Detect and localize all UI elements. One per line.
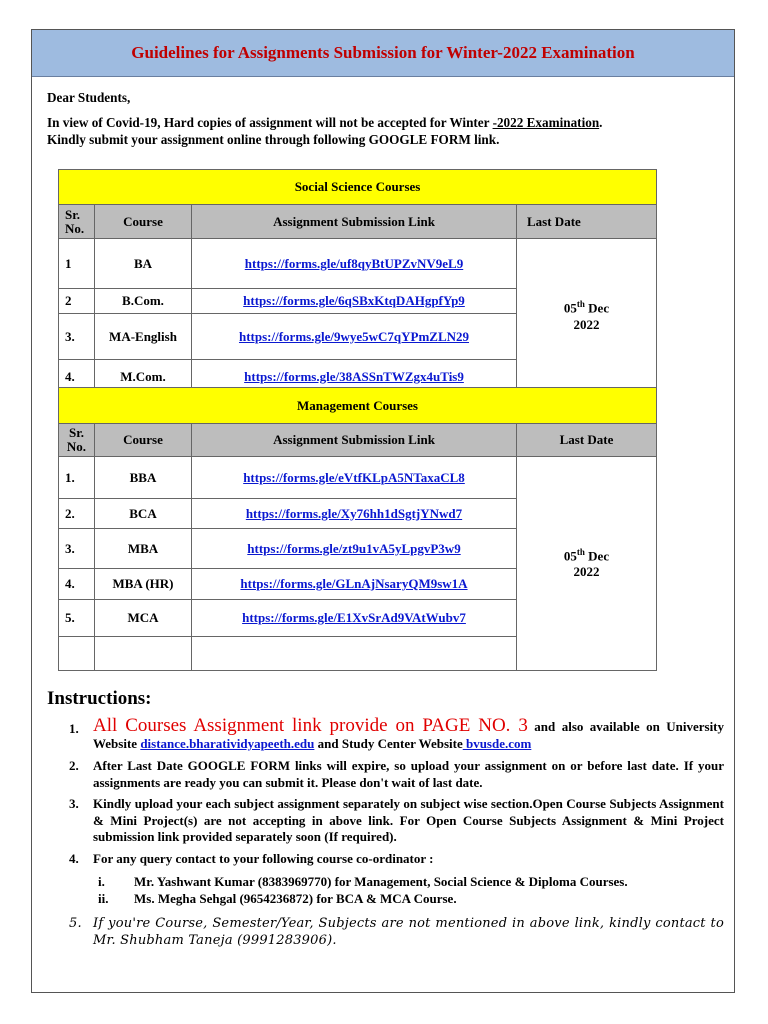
table-row: 3. MBA https://forms.gle/zt9u1vA5yLpgvP3w9 bbox=[59, 529, 657, 569]
page-title: Guidelines for Assignments Submission for Winter-2022 Examination bbox=[131, 43, 635, 62]
table-row: 4. M.Com. https://forms.gle/38ASSnTWZgx4uTis9 bbox=[59, 360, 657, 394]
intro-line-2: Kindly submit your assignment online through following GOOGLE FORM link. bbox=[47, 132, 500, 147]
col-link: Assignment Submission Link bbox=[192, 205, 517, 239]
form-link[interactable]: https://forms.gle/GLnAjNsaryQM9sw1A bbox=[240, 576, 468, 591]
form-link[interactable]: https://forms.gle/uf8qyBtUPZvNV9eL9 bbox=[244, 255, 464, 271]
col-course: Course bbox=[95, 205, 192, 239]
management-table bbox=[58, 387, 657, 671]
col-sr-no: Sr. No. bbox=[59, 205, 95, 239]
form-link[interactable]: https://forms.gle/Xy76hh1dSgtjYNwd7 bbox=[245, 505, 463, 521]
col-link: Assignment Submission Link bbox=[192, 424, 517, 457]
form-link[interactable]: https://forms.gle/9wye5wC7qYPmZLN29 bbox=[238, 328, 469, 344]
last-date-cell: 05th Dec 2022 bbox=[517, 457, 657, 671]
social-science-table bbox=[58, 169, 657, 394]
intro-line-1: In view of Covid-19, Hard copies of assignment will not be accepted for Winter -2022 Examination. bbox=[47, 114, 603, 130]
form-link[interactable]: https://forms.gle/6qSBxKtqDAHgpfYp9 bbox=[243, 293, 465, 308]
coordinator-item: ii. Ms. Megha Sehgal (9654236872) for BCA & MCA Course. bbox=[98, 890, 457, 906]
instruction-item-5: 5. If you're Course, Semester/Year, Subjects are not mentioned in above link, kindly contact to Mr. Shubham Taneja (9991283906). bbox=[69, 916, 724, 948]
intro-section bbox=[47, 89, 727, 149]
table-row: 2 B.Com. https://forms.gle/6qSBxKtqDAHgpfYp9 bbox=[59, 289, 657, 314]
form-link[interactable]: https://forms.gle/38ASSnTWZgx4uTis9 bbox=[244, 368, 464, 384]
table-row: 2. BCA https://forms.gle/Xy76hh1dSgtjYNwd7 bbox=[59, 499, 657, 529]
col-last-date: Last Date bbox=[517, 424, 657, 457]
form-link[interactable]: https://forms.gle/eVtfKLpA5NTaxaCL8 bbox=[243, 469, 465, 485]
form-link[interactable]: https://forms.gle/E1XvSrAd9VAtWubv7 bbox=[242, 610, 466, 625]
social-science-heading: Social Science Courses bbox=[59, 170, 657, 205]
table-row: 5. MCA https://forms.gle/E1XvSrAd9VAtWubv7 bbox=[59, 600, 657, 637]
table-row: 3. MA-English https://forms.gle/9wye5wC7qYPmZLN29 bbox=[59, 314, 657, 360]
instruction-item-3: 3. Kindly upload your each subject assignment separately on subject wise section.Open Course Subjects Assignment & Mini Project(s) are not accepting in above link. For Open Course Subjects Assignment & Mini Project submission link provided separately soon (If required). bbox=[69, 796, 724, 844]
table-row: 4. MBA (HR) https://forms.gle/GLnAjNsaryQM9sw1A bbox=[59, 569, 657, 600]
management-heading: Management Courses bbox=[59, 388, 657, 424]
table-row: 1. BBA https://forms.gle/eVtfKLpA5NTaxaCL8 05th Dec 2022 bbox=[59, 457, 657, 499]
instruction-item-1: 1. All Courses Assignment link provide on PAGE NO. 3 and also available on University Website distance.bharatividyapeeth.edu and Study Center Website bvusde.com bbox=[69, 715, 725, 751]
col-sr-no: Sr. No. bbox=[59, 424, 95, 457]
form-link[interactable]: https://forms.gle/zt9u1vA5yLpgvP3w9 bbox=[247, 540, 461, 556]
col-course: Course bbox=[95, 424, 192, 457]
coordinator-list bbox=[35, 874, 724, 907]
col-last-date: Last Date bbox=[517, 205, 657, 239]
instruction-item-4: 4. For any query contact to your following course co-ordinator : bbox=[69, 850, 434, 866]
instructions-list bbox=[64, 715, 725, 954]
table-row: 1 BA https://forms.gle/uf8qyBtUPZvNV9eL9 05th Dec 2022 bbox=[59, 239, 657, 289]
last-date-cell: 05th Dec 2022 bbox=[517, 239, 657, 394]
university-website-link[interactable]: distance.bharatividyapeeth.edu bbox=[140, 735, 315, 751]
greeting: Dear Students, bbox=[47, 90, 131, 105]
instruction-item-2: 2. After Last Date GOOGLE FORM links will expire, so upload your assignment on or before last date. If your assignments are ready you can submit it. Please don't wait of last date. bbox=[69, 758, 724, 790]
title-banner bbox=[32, 30, 734, 77]
coordinator-item: i. Mr. Yashwant Kumar (8383969770) for Management, Social Science & Diploma Courses. bbox=[98, 874, 628, 889]
study-center-website-link[interactable]: bvusde.com bbox=[462, 735, 532, 751]
instructions-title: Instructions: bbox=[47, 688, 152, 709]
